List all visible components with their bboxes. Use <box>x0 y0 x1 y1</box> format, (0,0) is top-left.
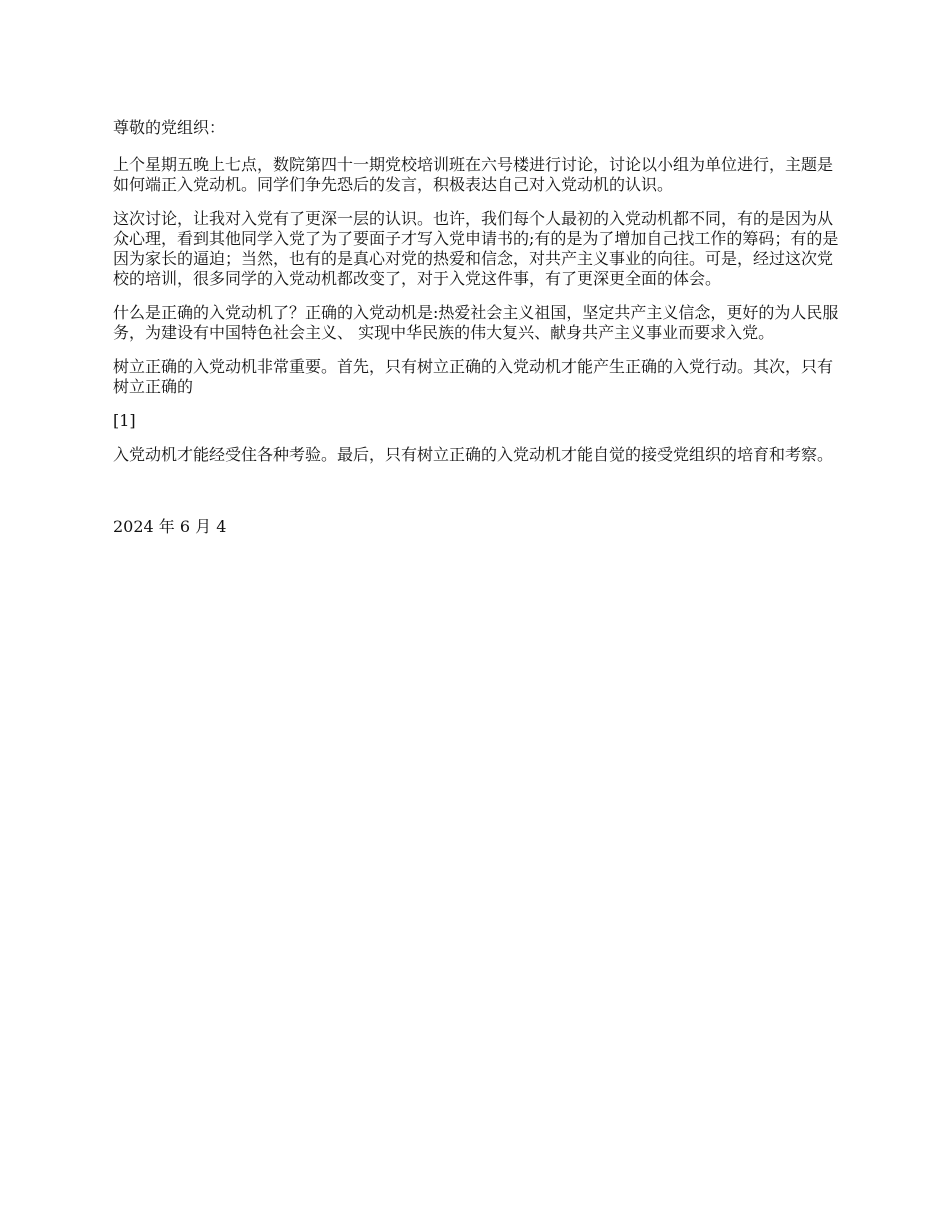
paragraph-1: 上个星期五晚上七点，数院第四十一期党校培训班在六号楼进行讨论，讨论以小组为单位进行，主题是如何端正入党动机。同学们争先恐后的发言，积极表达自己对入党动机的认识。 <box>113 155 834 194</box>
letter-body <box>113 118 841 551</box>
paragraph-continuation: 入党动机才能经受住各种考验。最后，只有树立正确的入党动机才能自觉的接受党组织的培育和考察。 <box>113 445 834 464</box>
paragraph-2: 这次讨论，让我对入党有了更深一层的认识。也许，我们每个人最初的入党动机都不同，有的是因为从众心理，看到其他同学入党了为了要面子才写入党申请书的;有的是为了增加自己找工作的筹码；有的是因为家长的逼迫；当然，也有的是真心对党的热爱和信念，对共产主义事业的向往。可是，经过这次党校的培训，很多同学的入党动机都改变了，对于入党这件事，有了更深更全面的体会。 <box>113 209 839 288</box>
paragraph-3: 什么是正确的入党动机了？正确的入党动机是:热爱社会主义祖国，坚定共产主义信念，更好的为人民服务，为建设有中国特色社会主义、 实现中华民族的伟大复兴、献身共产主义事业而要求入党。 <box>113 303 839 342</box>
letter-date: 2024 年 6 月 4 <box>113 517 227 536</box>
letter-greeting: 尊敬的党组织： <box>113 118 226 137</box>
footnote-marker: [1] <box>113 411 136 430</box>
paragraph-4: 树立正确的入党动机非常重要。首先，只有树立正确的入党动机才能产生正确的入党行动。其次，只有树立正确的 <box>113 357 834 396</box>
